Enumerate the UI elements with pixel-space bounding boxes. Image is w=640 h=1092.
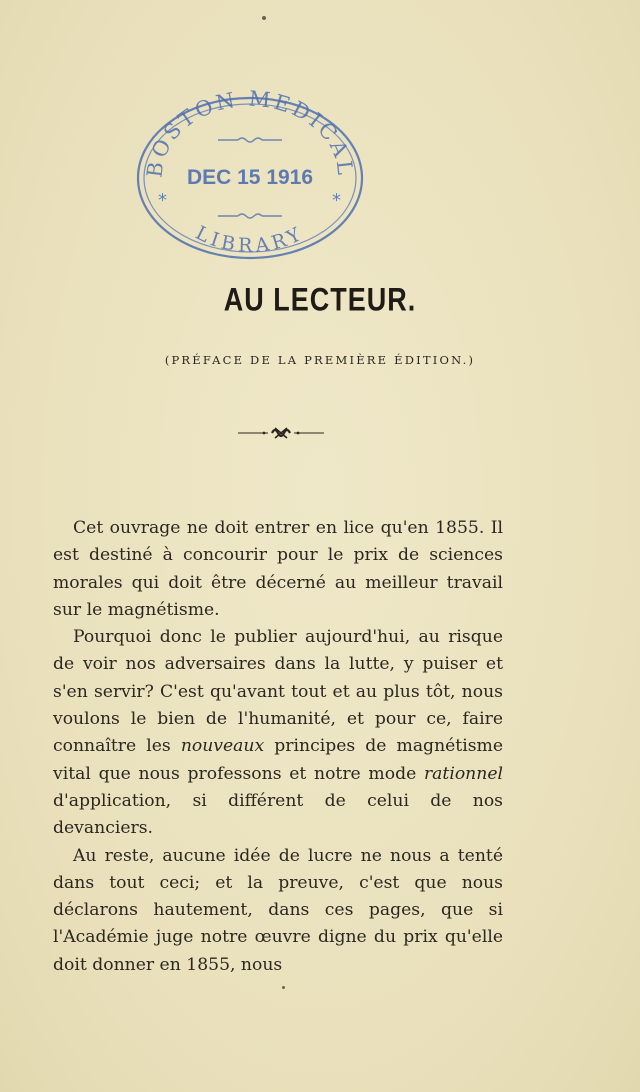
paper-speck <box>262 16 266 20</box>
stamp-date: DEC 15 1916 <box>186 166 314 189</box>
ornament-divider-icon <box>238 426 324 440</box>
italic-text: nouveaux <box>180 736 265 757</box>
stamp-top-text: BOSTON MEDICAL <box>142 88 358 179</box>
paragraph <box>53 624 503 842</box>
paragraph-text: d'application, si différent de celui de nos devanciers. <box>53 790 503 839</box>
library-stamp <box>130 88 370 268</box>
paragraph <box>53 515 503 624</box>
paragraph-text: principes de magnétisme vital que nous professons et notre mode <box>53 736 503 784</box>
italic-text: rationnel <box>423 763 503 784</box>
preface-body <box>53 515 503 979</box>
paragraph <box>53 843 503 979</box>
svg-text:*: * <box>158 190 167 211</box>
page-title: AU LECTEUR. <box>223 281 417 318</box>
page-subtitle: (PRÉFACE DE LA PREMIÈRE ÉDITION.) <box>164 353 476 367</box>
paragraph-text: Pourquoi donc le publier aujourd'hui, au risque de voir nos adversaires dans la lutte, y puiser et s'en servir? C'est qu'avant tout et au plus tôt, nous voulons le bien de l'humanité, et pour ce, faire connaître les <box>53 627 503 757</box>
paragraph-text: Au reste, aucune idée de lucre ne nous a tenté dans tout ceci; et la preuve, c'est que nous déclarons hautement, dans ces pages, que si l'Académie juge notre œuvre digne du prix qu'elle doit donner en 1855, nous <box>53 845 503 975</box>
paper-speck <box>282 986 285 989</box>
stamp-bottom-text: LIBRARY <box>192 221 308 257</box>
library-stamp-graphic <box>130 88 370 268</box>
svg-text:*: * <box>332 190 341 211</box>
paragraph-text: Cet ouvrage ne doit entrer en lice qu'en 1855. Il est destiné à concourir pour le prix de sciences morales qui doit être décerné au meilleur travail sur le magnétisme. <box>53 518 503 620</box>
